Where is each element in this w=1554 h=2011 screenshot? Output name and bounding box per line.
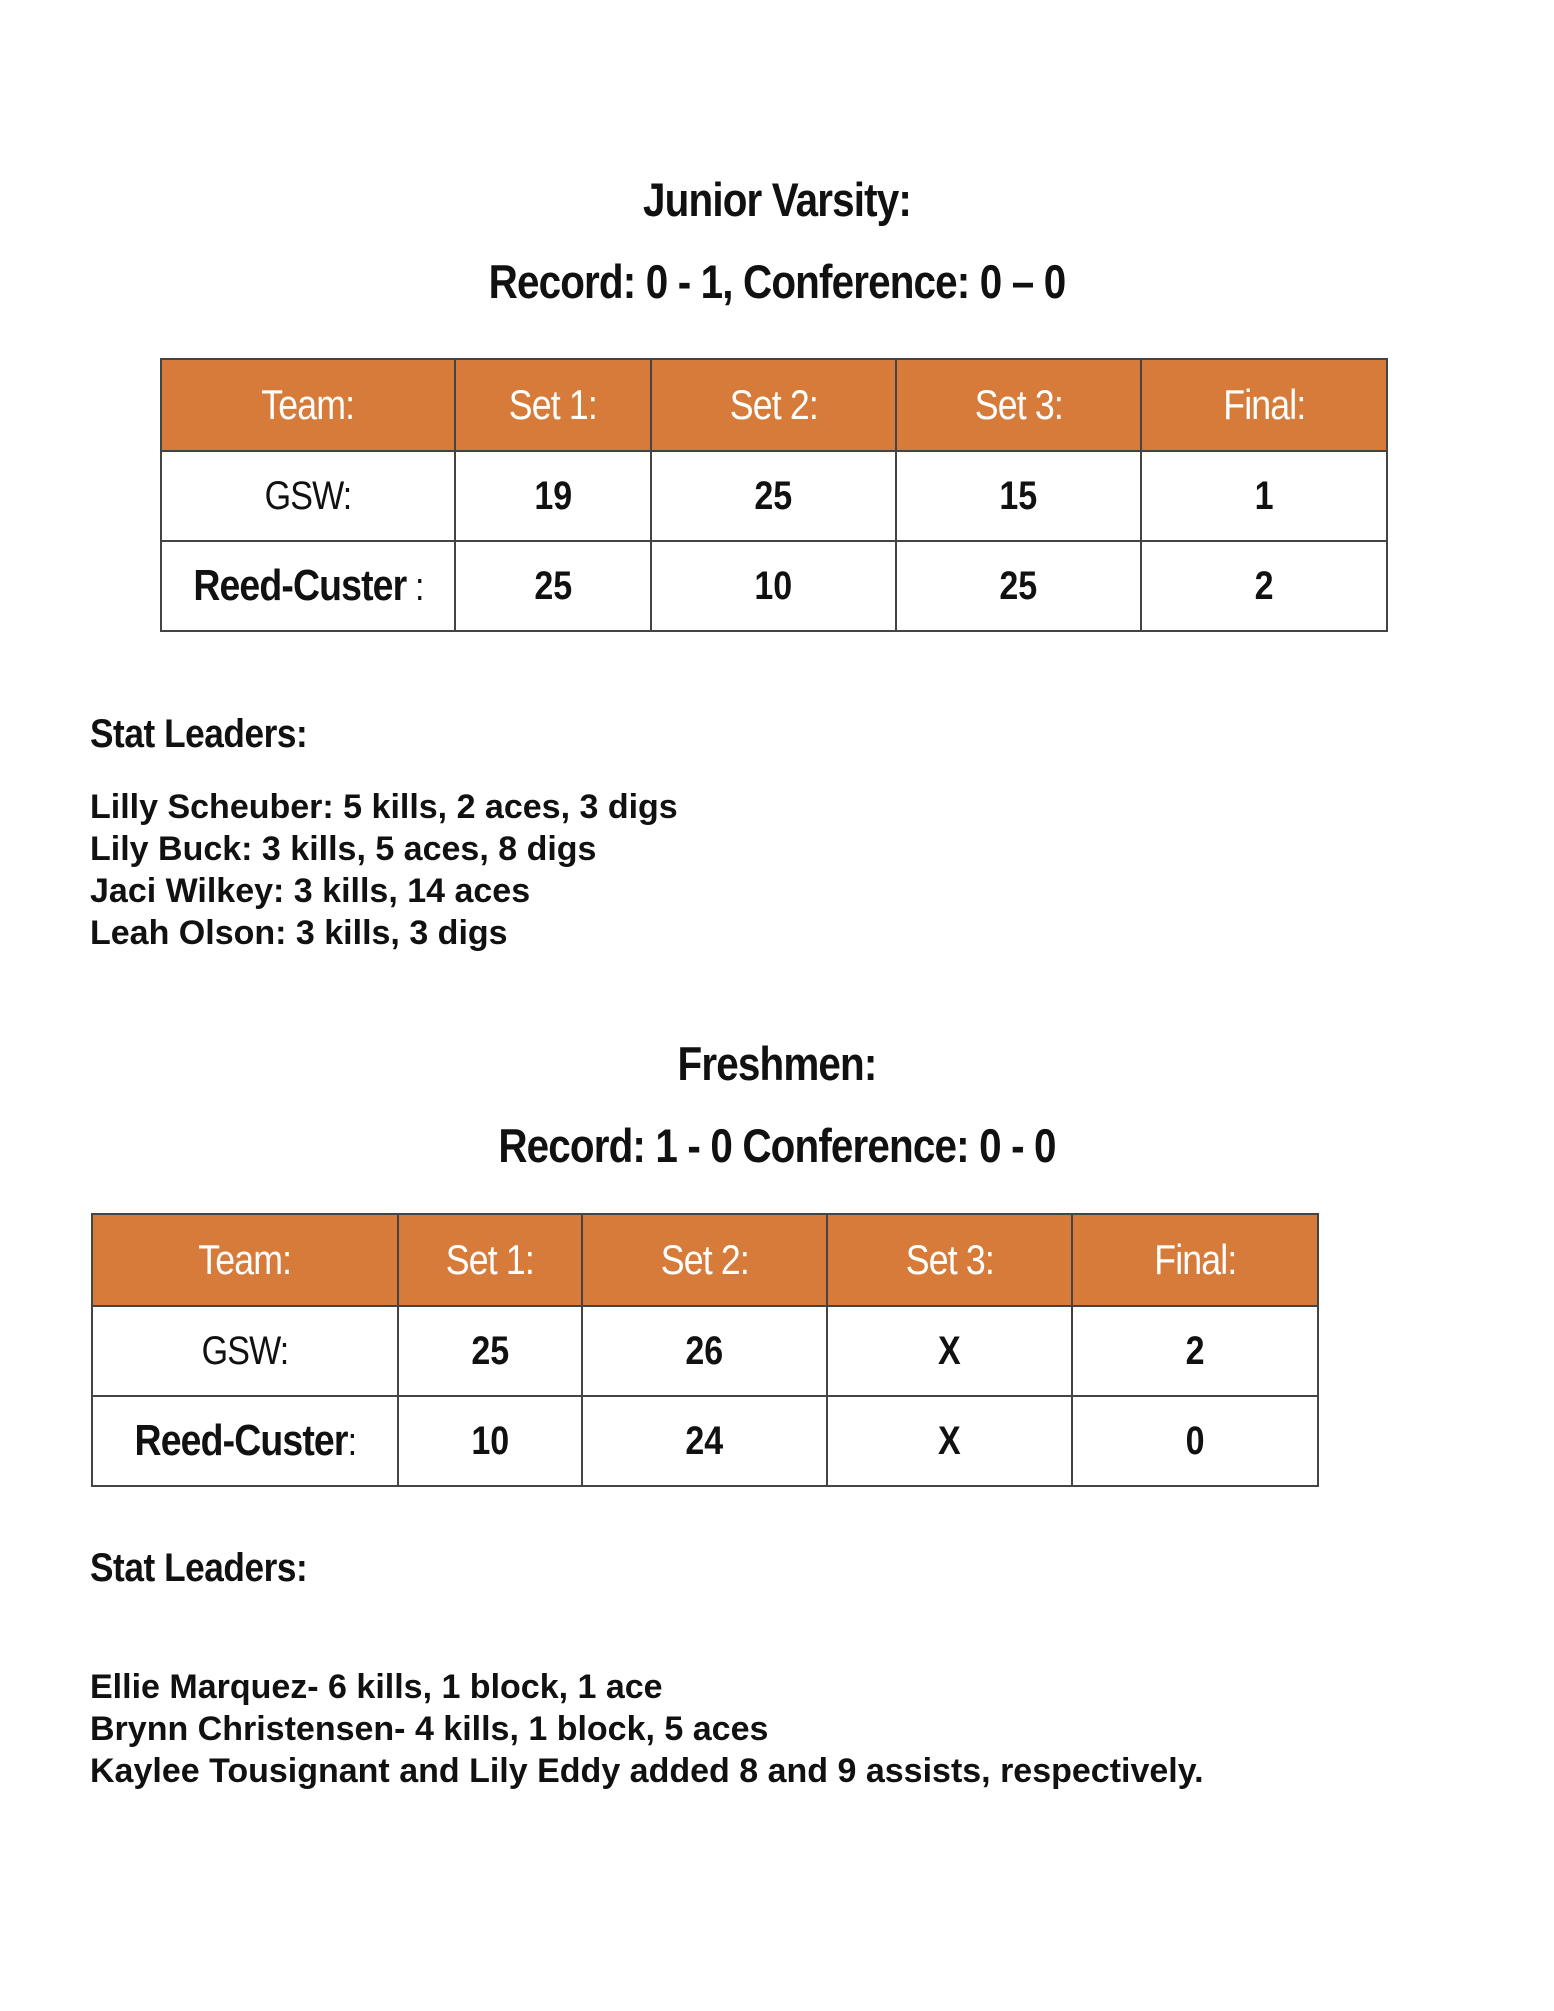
fr-header-row <box>92 1214 1318 1306</box>
fr-header-final: Final: <box>1072 1214 1318 1306</box>
jv-header-team: Team: <box>161 359 455 451</box>
stat-line: Lily Buck: 3 kills, 5 aces, 8 digs <box>90 830 597 868</box>
fr-set3-cell: X <box>827 1396 1072 1486</box>
fr-set1-cell: 25 <box>398 1306 582 1396</box>
jv-set2-cell: 10 <box>651 541 896 631</box>
fr-final-cell: 2 <box>1072 1306 1318 1396</box>
fr-header-team: Team: <box>92 1214 398 1306</box>
jv-header-set1: Set 1: <box>455 359 651 451</box>
fr-set1-cell: 10 <box>398 1396 582 1486</box>
jv-score-table <box>160 358 1388 632</box>
stat-line: Jaci Wilkey: 3 kills, 14 aces <box>90 872 531 910</box>
fr-header-set2: Set 2: <box>582 1214 827 1306</box>
jv-stat-leaders-title: Stat Leaders: <box>90 712 308 756</box>
fr-set2-cell: 26 <box>582 1306 827 1396</box>
jv-team-cell: Reed-Custer : <box>161 541 455 631</box>
fr-set3-cell: X <box>827 1306 1072 1396</box>
jv-record: Record: 0 - 1, Conference: 0 – 0 <box>488 255 1066 308</box>
fr-final-cell: 0 <box>1072 1396 1318 1486</box>
jv-set3-cell: 15 <box>896 451 1141 541</box>
fr-team-cell: GSW: <box>92 1306 398 1396</box>
stat-line: Brynn Christensen- 4 kills, 1 block, 5 aces <box>90 1710 769 1748</box>
fr-team-cell: Reed-Custer: <box>92 1396 398 1486</box>
jv-set2-cell: 25 <box>651 451 896 541</box>
jv-title: Junior Varsity: <box>643 173 911 226</box>
jv-final-cell: 1 <box>1141 451 1387 541</box>
stat-line: Leah Olson: 3 kills, 3 digs <box>90 914 508 952</box>
jv-stat-list <box>90 786 678 954</box>
fr-header-set1: Set 1: <box>398 1214 582 1306</box>
fr-set2-cell: 24 <box>582 1396 827 1486</box>
jv-row-gsw <box>161 451 1387 541</box>
jv-header-set2: Set 2: <box>651 359 896 451</box>
stat-line: Lilly Scheuber: 5 kills, 2 aces, 3 digs <box>90 788 678 826</box>
stat-line: Ellie Marquez- 6 kills, 1 block, 1 ace <box>90 1668 663 1706</box>
jv-set3-cell: 25 <box>896 541 1141 631</box>
fr-header-set3: Set 3: <box>827 1214 1072 1306</box>
jv-final-cell: 2 <box>1141 541 1387 631</box>
jv-row-reed-custer <box>161 541 1387 631</box>
fr-row-gsw <box>92 1306 1318 1396</box>
fr-record: Record: 1 - 0 Conference: 0 - 0 <box>498 1119 1056 1172</box>
stat-line: Kaylee Tousignant and Lily Eddy added 8 and 9 assists, respectively. <box>90 1752 1204 1790</box>
jv-header-row <box>161 359 1387 451</box>
fr-stat-list <box>90 1666 1204 1792</box>
jv-team-cell: GSW: <box>161 451 455 541</box>
fr-title: Freshmen: <box>677 1037 877 1090</box>
jv-set1-cell: 25 <box>455 541 651 631</box>
jv-set1-cell: 19 <box>455 451 651 541</box>
jv-header-set3: Set 3: <box>896 359 1141 451</box>
jv-header-final: Final: <box>1141 359 1387 451</box>
fr-score-table <box>91 1213 1319 1487</box>
fr-stat-leaders-title: Stat Leaders: <box>90 1546 308 1590</box>
fr-row-reed-custer <box>92 1396 1318 1486</box>
